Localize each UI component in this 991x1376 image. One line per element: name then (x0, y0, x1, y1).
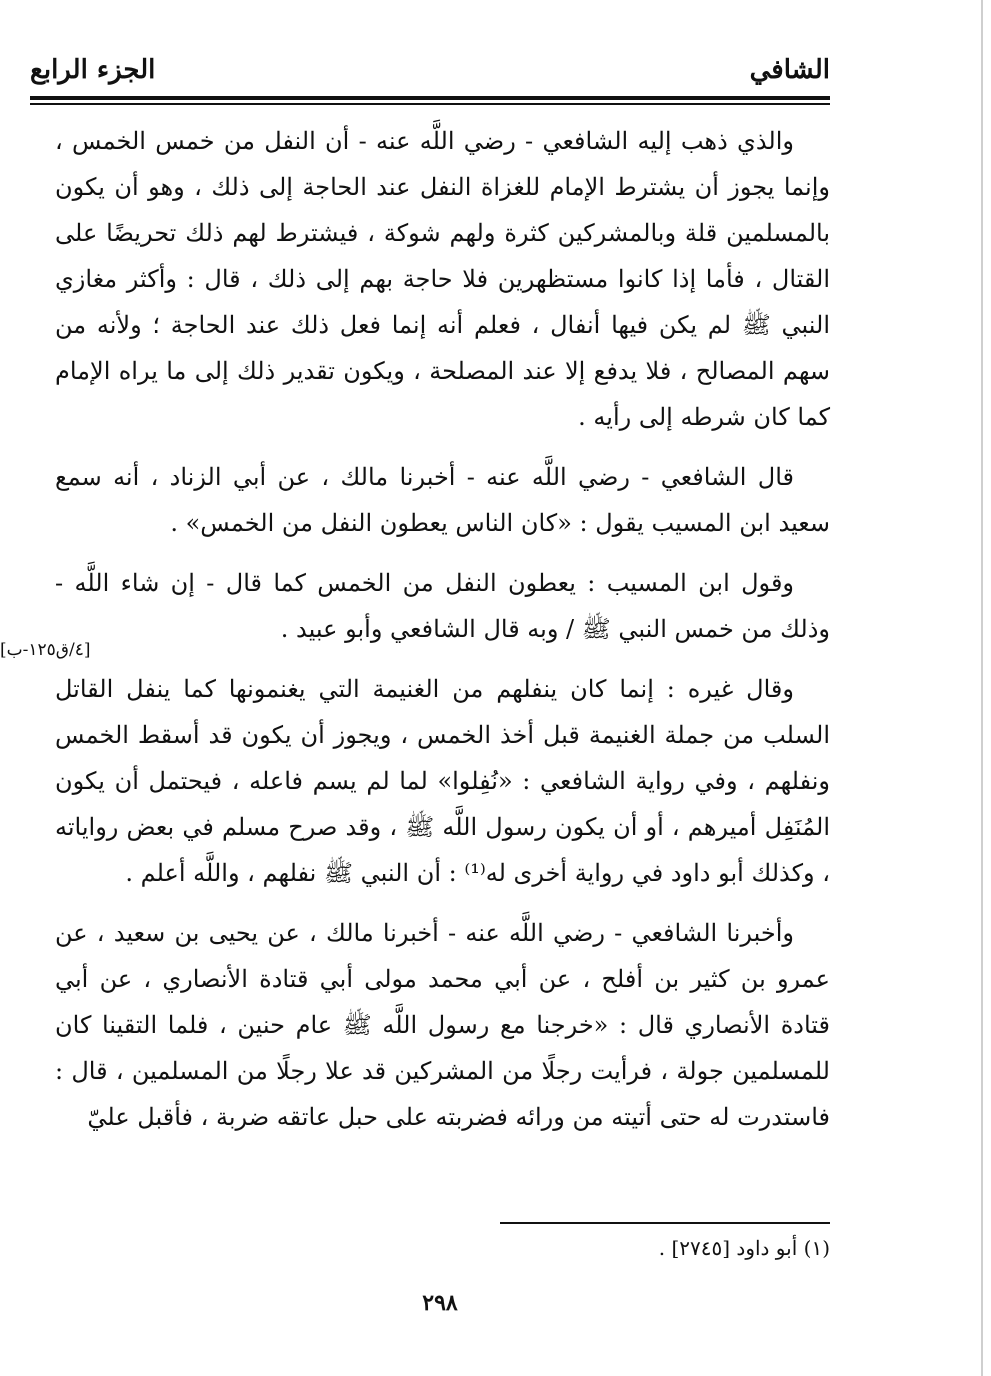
main-text (55, 118, 830, 1140)
page-number: ٢٩٨ (422, 1290, 458, 1316)
paragraph-3: وقول ابن المسيب : يعطون النفل من الخمس كما قال - إن شاء اللَّه - وذلك من خمس النبي ﷺ / وبه قال الشافعي وأبو عبيد . (55, 569, 830, 643)
footnote-separator (500, 1222, 830, 1224)
paragraph-1: والذي ذهب إليه الشافعي - رضي اللَّه عنه - أن النفل من خمس الخمس ، وإنما يجوز أن يشترط الإمام للغزاة النفل عند الحاجة إلى ذلك ، وهو أن يكون بالمسلمين قلة وبالمشركين كثرة ولهم شوكة ، فيشترط لهم ذلك تحريضًا على القتال ، فأما إذا كانوا مستظهرين فلا حاجة بهم إلى ذلك ، قال : وأكثر مغازي النبي ﷺ لم يكن فيها أنفال ، فعلم أنه إنما فعل ذلك عند الحاجة ؛ ولأنه من سهم المصالح ، فلا يدفع إلا عند المصلحة ، ويكون تقدير ذلك إلى ما يراه الإمام كما كان شرطه إلى رأيه . (55, 127, 830, 431)
header-book-title: الشافي (749, 55, 830, 85)
running-header (30, 55, 830, 95)
manuscript-folio-note: [٤/ق١٢٥-ب] (0, 640, 91, 660)
header-rule-thick (30, 96, 830, 100)
page-edge-line (981, 0, 983, 1376)
header-volume-title: الجزء الرابع (30, 55, 156, 85)
footnote: (١) أبو داود [٢٧٤٥] . (658, 1236, 830, 1260)
paragraph-2: قال الشافعي - رضي اللَّه عنه - أخبرنا مالك ، عن أبي الزناد ، أنه سمع سعيد ابن المسيب يقول : «كان الناس يعطون النفل من الخمس» . (55, 463, 830, 537)
paragraph-4: وقال غيره : إنما كان ينفلهم من الغنيمة التي يغنمونها كما ينفل القاتل السلب من جملة الغنيمة قبل أخذ الخمس ، ويجوز أن يكون قد أسقط الخمس ونفلهم ، وفي رواية الشافعي : «نُفِلوا» لما لم يسم فاعله ، فيحتمل أن يكون المُنَفِل أميرهم ، أو أن يكون رسول اللَّه ﷺ ، وقد صرح مسلم في بعض رواياته ، وكذلك أبو داود في رواية أخرى له⁽¹⁾ : أن النبي ﷺ نفلهم ، واللَّه أعلم . (55, 675, 830, 887)
paragraph-5: وأخبرنا الشافعي - رضي اللَّه عنه - أخبرنا مالك ، عن يحيى بن سعيد ، عن عمرو بن كثير بن أفلح ، عن أبي محمد مولى أبي قتادة الأنصاري ، عن أبي قتادة الأنصاري قال : «خرجنا مع رسول اللَّه ﷺ عام حنين ، فلما التقينا كان للمسلمين جولة ، فرأيت رجلًا من المشركين قد علا رجلًا من المسلمين ، قال : فاستدرت له حتى أتيته من ورائه فضربته على حبل عاتقه ضربة ، فأقبل عليّ (55, 919, 830, 1131)
header-rule-thin (30, 103, 830, 105)
